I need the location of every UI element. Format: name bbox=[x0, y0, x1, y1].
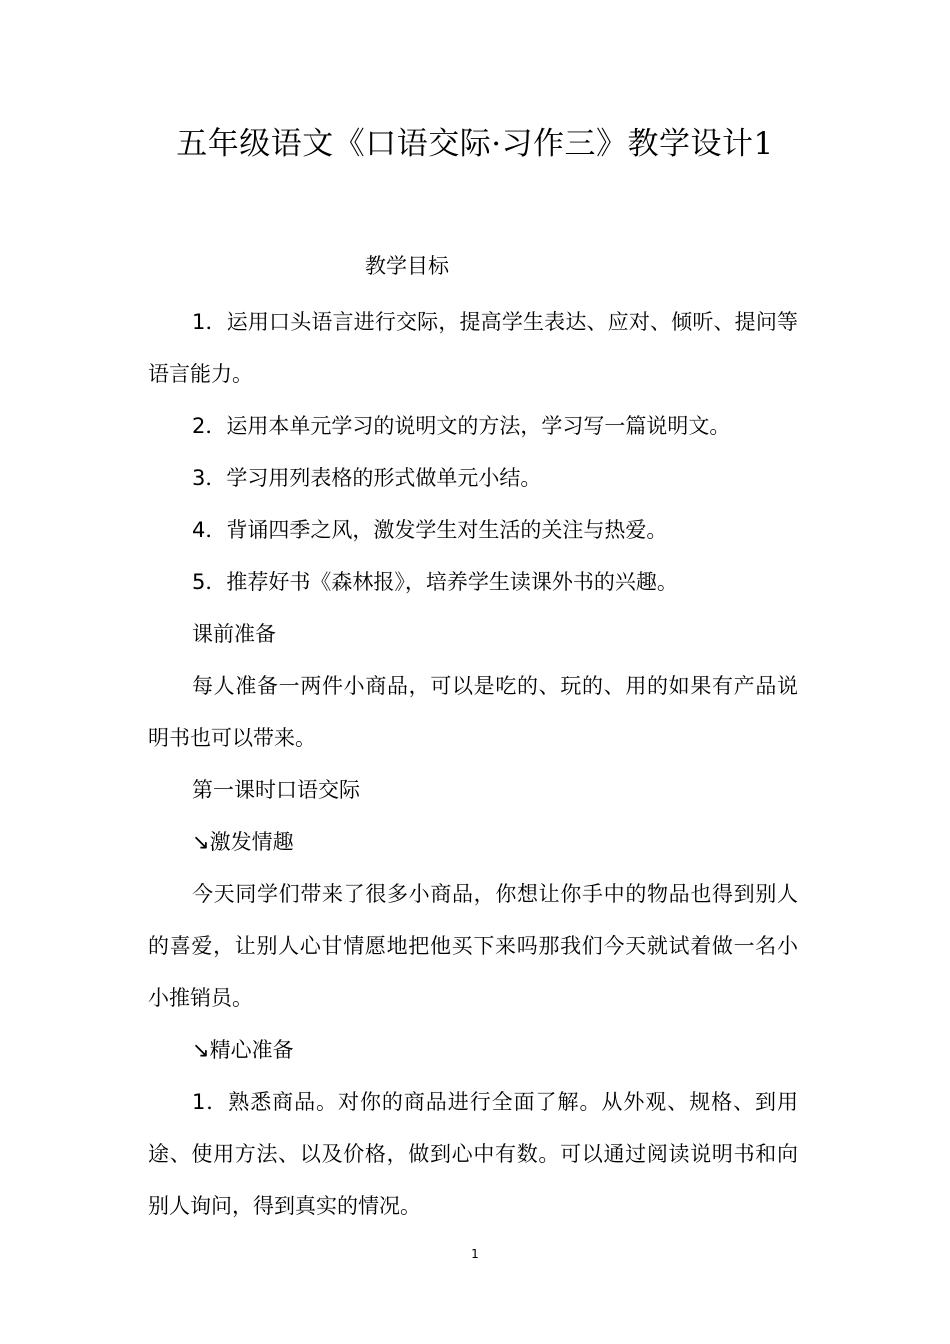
subheading-preparation: 课前准备 bbox=[192, 622, 276, 646]
subheading-careful-preparation: ↘精心准备 bbox=[192, 1038, 294, 1062]
section-heading-teaching-goals: 教学目标 bbox=[365, 254, 449, 278]
page-number: 1 bbox=[471, 1247, 479, 1261]
paragraph-goal-4: 4．背诵四季之风，激发学生对生活的关注与热爱。 bbox=[192, 518, 668, 542]
paragraph-goal-1: 1．运用口头语言进行交际，提高学生表达、应对、倾听、提问等语言能力。 bbox=[148, 310, 798, 386]
paragraph-stimulate-interest: 今天同学们带来了很多小商品，你想让你手中的物品也得到别人的喜爱，让别人心甘情愿地把他买下来吗那我们今天就试着做一名小小推销员。 bbox=[148, 882, 798, 1010]
subheading-stimulate-interest: ↘激发情趣 bbox=[192, 830, 294, 854]
paragraph-goal-2: 2．运用本单元学习的说明文的方法，学习写一篇说明文。 bbox=[192, 414, 731, 438]
document-body bbox=[148, 296, 798, 1232]
paragraph-goal-5: 5．推荐好书《森林报》，培养学生读课外书的兴趣。 bbox=[192, 570, 678, 594]
paragraph-goal-3: 3．学习用列表格的形式做单元小结。 bbox=[192, 466, 542, 490]
paragraph-know-product: 1．熟悉商品。对你的商品进行全面了解。从外观、规格、到用途、使用方法、以及价格，做到心中有数。可以通过阅读说明书和向别人询问，得到真实的情况。 bbox=[148, 1090, 798, 1218]
paragraph-preparation: 每人准备一两件小商品，可以是吃的、玩的、用的如果有产品说明书也可以带来。 bbox=[148, 674, 798, 750]
document-title: 五年级语文《口语交际·习作三》教学设计1 bbox=[176, 126, 774, 162]
subheading-first-lesson: 第一课时口语交际 bbox=[192, 778, 360, 802]
